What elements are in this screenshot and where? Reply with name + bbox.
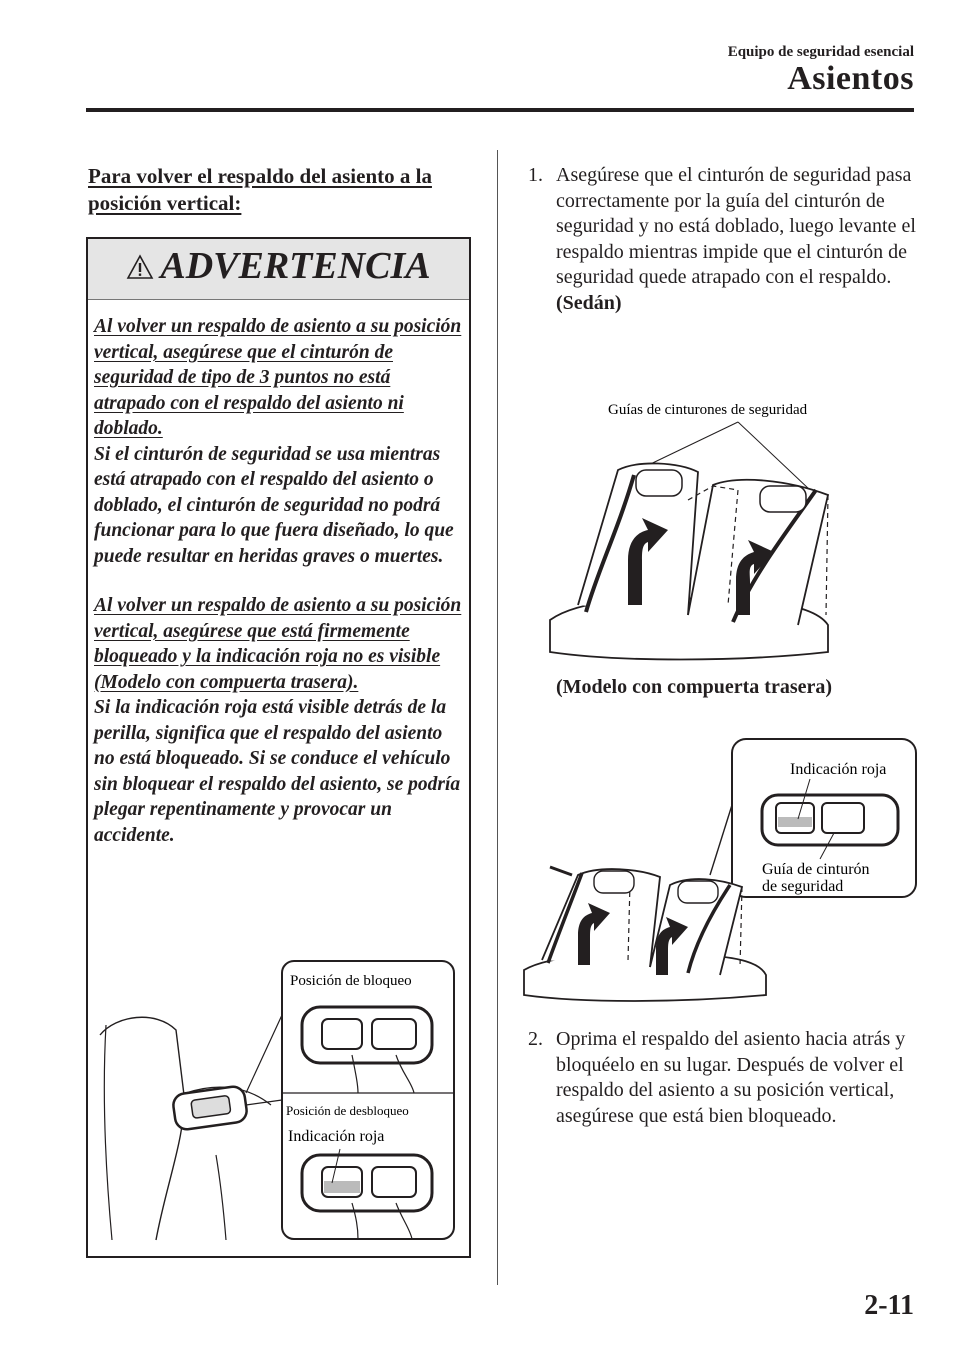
belt-guide-label-line2: de seguridad (762, 878, 844, 895)
procedure-title: Para volver el respaldo del asiento a la posición vertical: (88, 164, 432, 215)
step-2 (528, 1027, 918, 1129)
step-2-text: Oprima el respaldo del asiento hacia atrás y bloquéelo en su lugar. Después de volver el respaldo del asiento a su posición vertical, asegúrese que está bien bloqueado. (556, 1028, 906, 1127)
step-2-number: 2. (528, 1028, 543, 1050)
warning-p2-underlined: Al volver un respaldo de asiento a su posición vertical, asegúrese que está firmemente bloqueado y la indicación roja no es visible (Modelo con compuerta trasera). (94, 595, 462, 693)
belt-guides-label: Guías de cinturones de seguridad (608, 402, 808, 418)
column-divider (497, 150, 498, 1285)
warning-p1-underlined: Al volver un respaldo de asiento a su posición vertical, asegúrese que el cinturón de seguridad de tipo de 3 puntos no está atrapado con el respaldo del asiento ni doblado. (94, 316, 462, 439)
belt-guide-label-line1: Guía de cinturón (762, 861, 870, 878)
warning-p1: Si el cinturón de seguridad se usa mientras está atrapado con el respaldo del asiento o doblado, el cinturón de seguridad no podrá funcionar para lo que fuera diseñado, lo que puede resultar en heridas graves o muertes. (94, 443, 454, 567)
warning-heading (88, 244, 469, 288)
warning-text (94, 314, 466, 848)
hatch-seat-illustration (520, 735, 920, 1005)
page-number: 2-11 (864, 1290, 914, 1321)
chapter-title: Asientos (787, 60, 914, 97)
lock-position-label: Posición de bloqueo (290, 973, 412, 989)
step-1-number: 1. (528, 164, 543, 186)
sedan-seat-illustration (538, 390, 918, 670)
step-1-text: Asegúrese que el cinturón de seguridad pasa correctamente por la guía del cinturón de seguridad y no está doblado, luego levante el respaldo mientras impide que el cinturón de seguridad quede atrapado con el respaldo. (556, 164, 916, 288)
red-indicator-label: Indicación roja (288, 1128, 385, 1145)
sedan-subhead: (Sedán) (556, 291, 622, 314)
warning-heading-text: ADVERTENCIA (160, 245, 431, 287)
steps (528, 163, 918, 316)
header-rule (86, 108, 914, 112)
seat-lock-illustration (96, 955, 462, 1245)
hatch-red-indicator-label: Indicación roja (790, 761, 887, 778)
section-title: Equipo de seguridad esencial (727, 44, 914, 60)
hatch-subhead: (Modelo con compuerta trasera) (556, 676, 833, 698)
warning-p2: Si la indicación roja está visible detrás de la perilla, significa que el respaldo del asiento no está bloqueado. Si se conduce el vehículo sin bloquear el respaldo del asiento, se podría plegar repentinamente y provocar un accidente. (94, 697, 461, 846)
warning-triangle-icon (126, 254, 154, 280)
unlock-position-label: Posición de desbloqueo (286, 1103, 409, 1118)
